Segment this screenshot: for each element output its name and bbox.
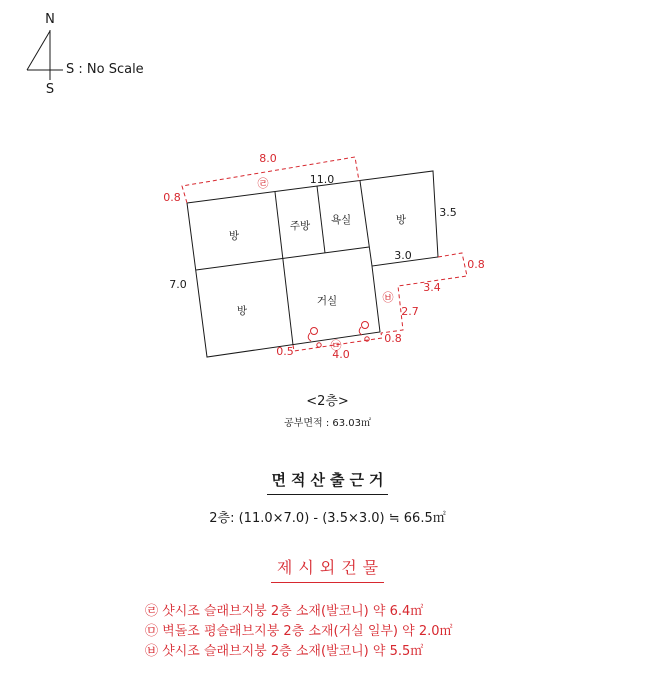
dimension-notch: 3.0 xyxy=(394,249,412,262)
floor-label: <2층> xyxy=(306,394,349,409)
annex-balcony-right-length: 3.4 xyxy=(423,281,441,294)
annex-living-extension-length: 4.0 xyxy=(332,348,350,361)
north-label: N xyxy=(45,12,55,27)
room-label-bottom-left: 방 xyxy=(236,305,248,317)
scale-note: S : No Scale xyxy=(66,62,144,77)
room-label-right: 방 xyxy=(395,214,407,226)
extra-item: ㉥ 샷시조 슬래브지붕 2층 소재(발코니) 약 5.5㎡ xyxy=(145,644,424,659)
south-label: S xyxy=(45,82,55,97)
dimension-top: 11.0 xyxy=(309,173,335,186)
annex-balcony-right-mark: ㉥ xyxy=(382,291,394,304)
room-label-top-left: 방 xyxy=(228,230,240,242)
calc-heading xyxy=(0,469,655,495)
calc-formula: 2층: (11.0×7.0) - (3.5×3.0) ≒ 66.5㎡ xyxy=(209,511,446,526)
extra-item: ㉤ 벽돌조 평슬래브지붕 2층 소재(거실 일부) 약 2.0㎡ xyxy=(145,624,453,639)
annex-balcony-right-depth: 0.8 xyxy=(467,258,485,271)
annex-balcony-right xyxy=(381,253,485,345)
door-symbol-arc xyxy=(359,327,362,335)
public-area: 공부면적 : 63.03㎡ xyxy=(284,418,371,429)
room-label-living: 거실 xyxy=(316,295,338,307)
door-symbol-circle xyxy=(317,343,321,347)
door-symbol-circle xyxy=(362,322,369,329)
annex-balcony-right-height: 2.7 xyxy=(401,305,419,318)
extra-item: ㉣ 샷시조 슬래브지붕 2층 소재(발코니) 약 6.4㎡ xyxy=(145,604,424,619)
extra-heading-text: 제시외건물 xyxy=(271,555,384,583)
annex-living-extension-mark: ㉤ xyxy=(330,339,342,352)
annex-balcony-top-length: 8.0 xyxy=(259,152,277,165)
room-label-bathroom: 욕실 xyxy=(330,214,352,226)
building-outline xyxy=(187,171,438,357)
door-symbol-circle xyxy=(311,328,318,335)
annex-balcony-right-width: 0.8 xyxy=(384,332,402,345)
extra-heading xyxy=(0,555,655,583)
annex-balcony-top-mark: ㉣ xyxy=(257,177,269,190)
north-arrow xyxy=(27,12,144,97)
annex-living-extension-depth: 0.5 xyxy=(276,345,294,358)
annex-balcony-top-depth: 0.8 xyxy=(163,191,181,204)
north-arrow-diagonal xyxy=(27,31,50,70)
wall-left-vertical xyxy=(275,192,293,345)
dimension-right: 3.5 xyxy=(439,206,457,219)
room-label-kitchen: 주방 xyxy=(289,220,311,232)
dimension-left: 7.0 xyxy=(169,278,187,291)
door-symbol-arc xyxy=(308,333,311,341)
main-dimensions xyxy=(169,173,457,291)
calc-heading-text: 면적산출근거 xyxy=(267,469,389,495)
wall-kitchen-bath xyxy=(317,186,325,253)
building-walls xyxy=(187,171,438,357)
wall-right-room-left xyxy=(360,181,372,266)
